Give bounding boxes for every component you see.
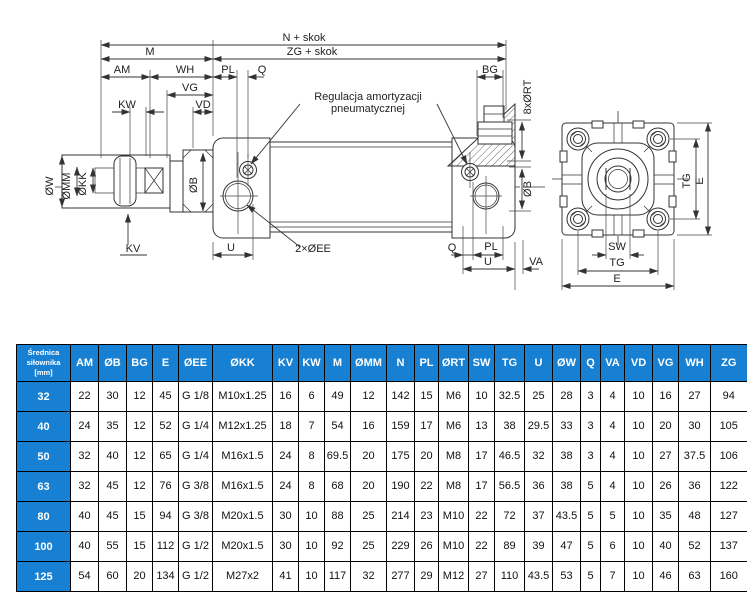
value-cell: 8 (299, 442, 325, 472)
value-cell: 45 (99, 472, 127, 502)
value-cell: 30 (273, 532, 299, 562)
header-okk: ØKK (213, 345, 273, 382)
header-sw: SW (469, 345, 495, 382)
value-cell: 40 (71, 532, 99, 562)
value-cell: 6 (601, 532, 625, 562)
end-view (552, 111, 712, 290)
dim-label-vg: VG (182, 82, 198, 94)
header-tg: TG (495, 345, 525, 382)
header-u: U (525, 345, 553, 382)
value-cell: 25 (351, 532, 387, 562)
header-vg: VG (653, 345, 679, 382)
value-cell: 40 (653, 532, 679, 562)
value-cell: 10 (469, 382, 495, 412)
value-cell: 12 (127, 412, 153, 442)
value-cell: G 3/8 (179, 502, 213, 532)
value-cell: 12 (127, 472, 153, 502)
value-cell: G 1/2 (179, 532, 213, 562)
value-cell: 26 (415, 532, 439, 562)
value-cell: 54 (325, 412, 351, 442)
value-cell: 27 (469, 562, 495, 592)
dim-label-vd: VD (195, 99, 211, 111)
value-cell: G 1/4 (179, 442, 213, 472)
value-cell: 69.5 (325, 442, 351, 472)
value-cell: 4 (601, 382, 625, 412)
value-cell: 12 (127, 442, 153, 472)
value-cell: 43.5 (525, 562, 553, 592)
dim-label-u-rear: U (484, 256, 492, 268)
table-header-row (17, 345, 747, 382)
header-bg: BG (127, 345, 153, 382)
value-cell: 20 (351, 442, 387, 472)
value-cell: 117 (325, 562, 351, 592)
value-cell: 52 (153, 412, 179, 442)
value-cell: M12 (439, 562, 469, 592)
dim-label-tg-bottom: TG (609, 257, 625, 269)
annotation-cushioning-line2: pneumatycznej (331, 103, 405, 115)
value-cell: 33 (553, 412, 581, 442)
dim-label-n-skok: N + skok (282, 32, 326, 44)
value-cell: 122 (711, 472, 747, 502)
value-cell: 46.5 (495, 442, 525, 472)
value-cell: 24 (71, 412, 99, 442)
value-cell: M10 (439, 532, 469, 562)
value-cell: 45 (153, 382, 179, 412)
value-cell: 32 (525, 442, 553, 472)
value-cell: 3 (581, 412, 601, 442)
value-cell: 89 (495, 532, 525, 562)
value-cell: 10 (299, 562, 325, 592)
header-wh: WH (679, 345, 711, 382)
value-cell: M6 (439, 382, 469, 412)
value-cell: 38 (553, 472, 581, 502)
header-oee: ØEE (179, 345, 213, 382)
value-cell: 32 (351, 562, 387, 592)
value-cell: 25 (351, 502, 387, 532)
dim-label-kw: KW (118, 99, 136, 111)
value-cell: 40 (71, 502, 99, 532)
value-cell: 17 (469, 472, 495, 502)
value-cell: M27x2 (213, 562, 273, 592)
value-cell: 32 (71, 442, 99, 472)
header-pl: PL (415, 345, 439, 382)
value-cell: M16x1.5 (213, 472, 273, 502)
value-cell: M10 (439, 502, 469, 532)
value-cell: 13 (469, 412, 495, 442)
value-cell: 68 (325, 472, 351, 502)
header-cylinder-diameter: Średnica siłownika [mm] (17, 345, 71, 382)
value-cell: 45 (99, 502, 127, 532)
header-ow: ØW (553, 345, 581, 382)
value-cell: 27 (679, 382, 711, 412)
value-cell: 26 (653, 472, 679, 502)
value-cell: 52 (679, 532, 711, 562)
value-cell: 10 (625, 502, 653, 532)
value-cell: 3 (581, 442, 601, 472)
value-cell: 5 (581, 532, 601, 562)
value-cell: 24 (273, 472, 299, 502)
value-cell: 35 (653, 502, 679, 532)
value-cell: 27 (653, 442, 679, 472)
value-cell: 63 (679, 562, 711, 592)
value-cell: M12x1.25 (213, 412, 273, 442)
table-row (17, 472, 747, 502)
table-body (17, 382, 747, 592)
value-cell: 46 (653, 562, 679, 592)
value-cell: 32.5 (495, 382, 525, 412)
value-cell: 20 (415, 442, 439, 472)
value-cell: 142 (387, 382, 415, 412)
dim-label-m: M (145, 46, 155, 58)
value-cell: 16 (653, 382, 679, 412)
value-cell: 105 (711, 412, 747, 442)
dim-label-ort: 8xØRT (522, 79, 534, 115)
value-cell: 94 (153, 502, 179, 532)
value-cell: 10 (625, 562, 653, 592)
rod-nut (114, 156, 136, 206)
header-ort: ØRT (439, 345, 469, 382)
cylinder-size-cell: 100 (17, 532, 71, 562)
header-kv: KV (273, 345, 299, 382)
dim-label-zg-skok: ZG + skok (286, 46, 338, 58)
value-cell: 15 (415, 382, 439, 412)
value-cell: 49 (325, 382, 351, 412)
value-cell: 38 (495, 412, 525, 442)
cylinder-size-cell: 63 (17, 472, 71, 502)
value-cell: 106 (711, 442, 747, 472)
value-cell: G 1/2 (179, 562, 213, 592)
cylinder-size-cell: 32 (17, 382, 71, 412)
value-cell: 72 (495, 502, 525, 532)
value-cell: 36 (679, 472, 711, 502)
table-row (17, 442, 747, 472)
rod-step (170, 161, 183, 212)
value-cell: 18 (273, 412, 299, 442)
value-cell: 110 (495, 562, 525, 592)
dim-label-u-front: U (227, 242, 235, 254)
value-cell: 48 (679, 502, 711, 532)
table-row (17, 382, 747, 412)
dim-label-bg: BG (482, 64, 498, 76)
value-cell: 16 (273, 382, 299, 412)
value-cell: 22 (71, 382, 99, 412)
value-cell: 56.5 (495, 472, 525, 502)
dim-label-e-right: E (694, 177, 706, 185)
value-cell: 10 (625, 472, 653, 502)
value-cell: 30 (273, 502, 299, 532)
header-zg: ZG (711, 345, 747, 382)
cylinder-size-cell: 40 (17, 412, 71, 442)
value-cell: 76 (153, 472, 179, 502)
value-cell: 29.5 (525, 412, 553, 442)
value-cell: 65 (153, 442, 179, 472)
value-cell: M6 (439, 412, 469, 442)
value-cell: 36 (525, 472, 553, 502)
value-cell: 53 (553, 562, 581, 592)
value-cell: 112 (153, 532, 179, 562)
value-cell: 35 (99, 412, 127, 442)
value-cell: 38 (553, 442, 581, 472)
dim-label-va: VA (529, 256, 543, 268)
dim-label-ob-right: ØB (522, 181, 534, 197)
barrel (270, 142, 452, 232)
value-cell: 3 (581, 382, 601, 412)
dim-label-am: AM (113, 64, 131, 76)
cylinder-size-cell: 50 (17, 442, 71, 472)
header-q: Q (581, 345, 601, 382)
value-cell: 229 (387, 532, 415, 562)
value-cell: 16 (351, 412, 387, 442)
dim-label-wh: WH (175, 64, 195, 76)
dim-label-q-top: Q (257, 64, 267, 76)
dim-label-ow: ØW (44, 176, 56, 196)
value-cell: 25 (525, 382, 553, 412)
value-cell: 43.5 (553, 502, 581, 532)
value-cell: 10 (299, 532, 325, 562)
value-cell: 54 (71, 562, 99, 592)
dim-label-sw: SW (608, 241, 626, 253)
tie-rod-nut (478, 122, 512, 144)
value-cell: 5 (581, 502, 601, 532)
value-cell: 5 (581, 562, 601, 592)
value-cell: M16x1.5 (213, 442, 273, 472)
table-row (17, 562, 747, 592)
cylinder-size-cell: 125 (17, 562, 71, 592)
dim-label-pl-bottom: PL (484, 241, 498, 253)
value-cell: 17 (469, 442, 495, 472)
value-cell: 214 (387, 502, 415, 532)
value-cell: 60 (99, 562, 127, 592)
dim-label-pl-top: PL (221, 64, 235, 76)
value-cell: 4 (601, 472, 625, 502)
dim-label-q-bottom: Q (447, 242, 457, 254)
header-va: VA (601, 345, 625, 382)
header-ob: ØB (99, 345, 127, 382)
value-cell: 190 (387, 472, 415, 502)
value-cell: M20x1.5 (213, 502, 273, 532)
value-cell: 20 (127, 562, 153, 592)
value-cell: 37.5 (679, 442, 711, 472)
value-cell: 160 (711, 562, 747, 592)
value-cell: 40 (99, 442, 127, 472)
value-cell: 17 (415, 412, 439, 442)
value-cell: 24 (273, 442, 299, 472)
dim-label-omm: ØMM (61, 172, 73, 200)
side-view (55, 104, 545, 238)
value-cell: 134 (153, 562, 179, 592)
header-n: N (387, 345, 415, 382)
value-cell: M8 (439, 442, 469, 472)
value-cell: 175 (387, 442, 415, 472)
value-cell: 4 (601, 412, 625, 442)
value-cell: 10 (625, 532, 653, 562)
value-cell: 10 (625, 382, 653, 412)
dim-label-kv: KV (125, 243, 141, 255)
header-m: M (325, 345, 351, 382)
value-cell: M20x1.5 (213, 532, 273, 562)
value-cell: M10x1.25 (213, 382, 273, 412)
value-cell: 7 (601, 562, 625, 592)
value-cell: 5 (601, 502, 625, 532)
value-cell: 94 (711, 382, 747, 412)
header-omm: ØMM (351, 345, 387, 382)
value-cell: 10 (625, 412, 653, 442)
value-cell: 12 (127, 382, 153, 412)
value-cell: 159 (387, 412, 415, 442)
value-cell: 22 (415, 472, 439, 502)
value-cell: 4 (601, 442, 625, 472)
value-cell: 22 (469, 532, 495, 562)
value-cell: 7 (299, 412, 325, 442)
table-row (17, 412, 747, 442)
value-cell: 28 (553, 382, 581, 412)
value-cell: 10 (625, 442, 653, 472)
value-cell: 23 (415, 502, 439, 532)
value-cell: 30 (679, 412, 711, 442)
value-cell: 88 (325, 502, 351, 532)
value-cell: 12 (351, 382, 387, 412)
dim-label-e-bottom: E (613, 273, 621, 285)
table-row (17, 532, 747, 562)
value-cell: 39 (525, 532, 553, 562)
value-cell: 37 (525, 502, 553, 532)
value-cell: G 3/8 (179, 472, 213, 502)
value-cell: 29 (415, 562, 439, 592)
dim-label-ob-left: ØB (188, 177, 200, 193)
value-cell: 8 (299, 472, 325, 502)
annotation-cushioning-line1: Regulacja amortyzacji (314, 91, 422, 103)
value-cell: 92 (325, 532, 351, 562)
table-row (17, 502, 747, 532)
value-cell: 20 (351, 472, 387, 502)
value-cell: 137 (711, 532, 747, 562)
dim-label-oee: 2×ØEE (295, 243, 331, 255)
value-cell: 277 (387, 562, 415, 592)
cylinder-size-cell: 80 (17, 502, 71, 532)
header-vd: VD (625, 345, 653, 382)
value-cell: 55 (99, 532, 127, 562)
value-cell: 10 (299, 502, 325, 532)
value-cell: 5 (581, 472, 601, 502)
value-cell: 20 (653, 412, 679, 442)
value-cell: 15 (127, 532, 153, 562)
value-cell: 22 (469, 502, 495, 532)
value-cell: M8 (439, 472, 469, 502)
value-cell: 41 (273, 562, 299, 592)
value-cell: 127 (711, 502, 747, 532)
value-cell: 30 (99, 382, 127, 412)
header-kw: KW (299, 345, 325, 382)
value-cell: 47 (553, 532, 581, 562)
value-cell: 6 (299, 382, 325, 412)
header-e: E (153, 345, 179, 382)
value-cell: G 1/4 (179, 412, 213, 442)
value-cell: 32 (71, 472, 99, 502)
dim-label-tg-right: TG (681, 173, 693, 189)
value-cell: G 1/8 (179, 382, 213, 412)
header-am: AM (71, 345, 99, 382)
dim-label-okk: ØKK (77, 172, 89, 196)
dimensions-table (16, 344, 747, 592)
value-cell: 15 (127, 502, 153, 532)
